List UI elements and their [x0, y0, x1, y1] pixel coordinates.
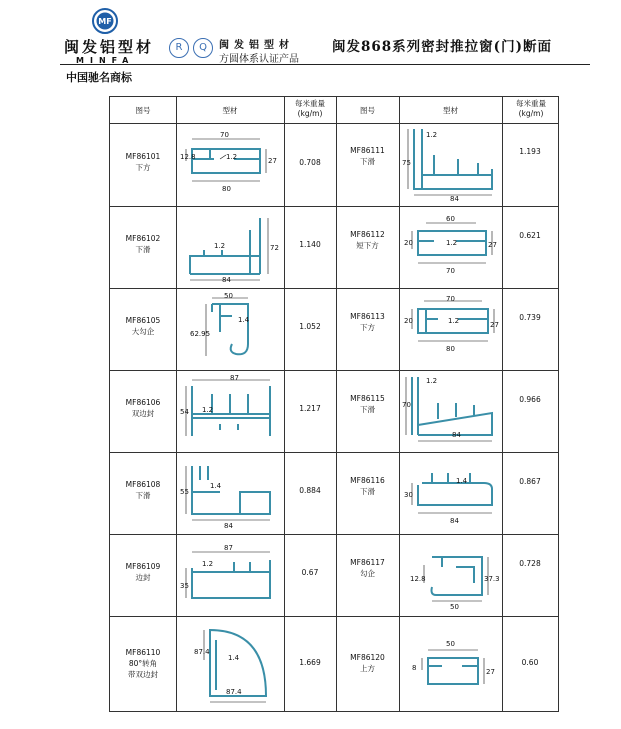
profile-id-cell: [336, 475, 399, 497]
dim-label: 84: [450, 195, 459, 203]
profile-weight: 0.728: [519, 559, 541, 568]
dim-label: 1.2: [448, 317, 460, 325]
profile-code: MF86101: [125, 152, 161, 161]
dim-label: 1.2: [426, 377, 438, 385]
dim-label: 20: [404, 317, 413, 325]
profile-code: MF86105: [125, 316, 161, 325]
dim-label: 50: [450, 603, 459, 611]
profile-code: MF86117: [350, 558, 385, 567]
dim-label: 70: [446, 295, 455, 303]
profile-name: 边封: [135, 573, 151, 582]
profile-id-cell: [110, 151, 176, 173]
brand-name-en: MINFA: [76, 56, 135, 65]
profile-drawing: [402, 373, 500, 447]
dim-label: 1.2: [202, 560, 214, 568]
profile-id-cell: [110, 479, 176, 501]
dim-label: 70: [446, 267, 455, 275]
profile-name: 80°转角 带双边封: [128, 659, 158, 679]
profile-drawing: [402, 624, 500, 706]
profile-name: 下滑: [360, 405, 375, 414]
grid-line: [110, 288, 558, 289]
dim-label: 27: [486, 668, 495, 676]
registered-mark-icon: R: [169, 38, 189, 58]
profile-id-cell: [336, 393, 399, 415]
dim-label: 55: [180, 488, 189, 496]
dim-label: 72: [270, 244, 279, 252]
dim-label: 62.95: [190, 330, 211, 338]
grid-line: [110, 534, 558, 535]
certification-box: [163, 34, 317, 64]
page-title: 闽发868系列密封推拉窗(门)断面: [332, 39, 552, 55]
grid-line: [110, 452, 558, 453]
profile-drawing: [402, 291, 500, 365]
profile-code: MF86116: [350, 476, 385, 485]
dim-label: 87.4: [194, 648, 210, 656]
header-profile: 型材: [222, 106, 238, 115]
profile-drawing: [180, 538, 282, 612]
dim-label: 54: [180, 408, 189, 416]
dim-label: 1.4: [228, 654, 240, 662]
profile-name: 下滑: [135, 245, 151, 254]
profile-drawing: [180, 620, 282, 708]
dim-label: 1.4: [238, 316, 250, 324]
profile-drawing: [402, 125, 500, 203]
cert-brand: 闽发铝型材: [219, 40, 294, 51]
profile-id-cell: [336, 229, 399, 251]
profile-table: [109, 96, 559, 712]
profile-id-cell: [336, 557, 399, 579]
dim-label: 1.4: [456, 477, 468, 485]
profile-name: 上方: [360, 664, 375, 673]
dim-label: 1.2: [446, 239, 458, 247]
dim-label: 1.2: [214, 242, 226, 250]
profile-id-cell: [336, 145, 399, 167]
profile-name: 短下方: [356, 241, 379, 250]
profile-code: MF86120: [350, 653, 385, 662]
grid-line: [176, 97, 177, 711]
brand-tagline: 中国驰名商标: [66, 71, 132, 84]
profile-name: 下方: [360, 323, 375, 332]
header-divider: [60, 64, 590, 65]
dim-label: 84: [224, 522, 233, 530]
page-header: [0, 0, 621, 90]
header-id: 图号: [360, 106, 375, 115]
dim-label: 35: [180, 582, 189, 590]
minfa-logo-icon: [92, 8, 118, 34]
dim-label: 84: [450, 517, 459, 525]
header-profile: 型材: [443, 106, 458, 115]
logo-text: MF: [98, 17, 112, 26]
profile-code: MF86115: [350, 394, 385, 403]
profile-drawing: [402, 455, 500, 529]
dim-label: 20: [404, 239, 413, 247]
dim-label: 8: [412, 664, 417, 672]
grid-line: [110, 370, 558, 371]
dim-label: 60: [446, 215, 455, 223]
grid-line: [399, 97, 400, 711]
profile-weight: 0.867: [519, 477, 541, 486]
profile-weight: 0.884: [299, 486, 321, 495]
profile-drawing: [402, 537, 500, 611]
header-weight: 每米重量(kg/m): [516, 99, 546, 118]
grid-line: [110, 206, 558, 207]
dim-label: 70: [220, 131, 229, 139]
profile-weight: 0.966: [519, 395, 541, 404]
profile-weight: 1.217: [299, 404, 321, 413]
dim-label: 70: [402, 401, 411, 409]
dim-label: 1.2: [426, 131, 438, 139]
profile-drawing: [180, 129, 282, 203]
dim-label: 50: [446, 640, 455, 648]
dim-label: 27: [490, 321, 499, 329]
grid-line: [502, 97, 503, 711]
profile-code: MF86113: [350, 312, 385, 321]
profile-code: MF86106: [125, 398, 161, 407]
profile-code: MF86102: [125, 234, 161, 243]
profile-code: MF86108: [125, 480, 161, 489]
brand-name-cn: 闽发铝型材: [64, 38, 155, 56]
header-weight: 每米重量(kg/m): [295, 99, 325, 118]
dim-label: 50: [224, 292, 233, 300]
profile-code: MF86111: [350, 146, 385, 155]
dim-label: 12.8: [180, 153, 196, 161]
grid-line: [110, 616, 558, 617]
dim-label: 84: [222, 276, 231, 284]
profile-name: 下滑: [360, 487, 375, 496]
profile-name: 下滑: [360, 157, 375, 166]
profile-weight: 0.708: [299, 158, 321, 167]
profile-weight: 0.67: [301, 568, 319, 577]
dim-label: 1.2: [202, 406, 214, 414]
dim-label: 12.8: [410, 575, 426, 583]
profile-id-cell: [110, 233, 176, 255]
profile-weight: 0.60: [521, 658, 539, 667]
dim-label: 37.3: [484, 575, 500, 583]
profile-weight: 1.140: [299, 240, 321, 249]
profile-id-cell: [110, 647, 176, 680]
dim-label: 1.2: [226, 153, 238, 161]
profile-id-cell: [110, 561, 176, 583]
dim-label: 27: [268, 157, 277, 165]
dim-label: 1.4: [210, 482, 222, 490]
profile-name: 大勾企: [131, 327, 155, 336]
header-id: 图号: [135, 106, 151, 115]
profile-name: 勾企: [360, 569, 375, 578]
profile-drawing: [180, 456, 282, 530]
profile-name: 下滑: [135, 491, 151, 500]
profile-name: 下方: [135, 163, 151, 172]
profile-code: MF86109: [125, 562, 161, 571]
dim-label: 80: [222, 185, 231, 193]
profile-code: MF86112: [350, 230, 385, 239]
dim-label: 75: [402, 159, 411, 167]
dim-label: 80: [446, 345, 455, 353]
profile-drawing: [180, 292, 282, 366]
cert-text: 方圆体系认证产品: [219, 54, 299, 65]
profile-id-cell: [336, 311, 399, 333]
profile-code: MF86110: [125, 648, 161, 657]
profile-id-cell: [110, 397, 176, 419]
profile-weight: 1.193: [519, 147, 541, 156]
profile-drawing: [402, 209, 500, 283]
dim-label: 87: [224, 544, 233, 552]
profile-id-cell: [336, 652, 399, 674]
dim-label: 84: [452, 431, 461, 439]
profile-weight: 1.052: [299, 322, 321, 331]
quality-cert-icon: Q: [193, 38, 213, 58]
dim-label: 30: [404, 491, 413, 499]
profile-drawing: [180, 374, 282, 448]
dim-label: 27: [488, 241, 497, 249]
profile-weight: 0.621: [519, 231, 541, 240]
profile-weight: 0.739: [519, 313, 541, 322]
dim-label: 87.4: [226, 688, 242, 696]
profile-drawing: [180, 210, 282, 284]
profile-name: 双边封: [131, 409, 155, 418]
grid-line: [110, 123, 558, 124]
dim-label: 87: [230, 374, 239, 382]
profile-weight: 1.669: [299, 658, 321, 667]
profile-id-cell: [110, 315, 176, 337]
